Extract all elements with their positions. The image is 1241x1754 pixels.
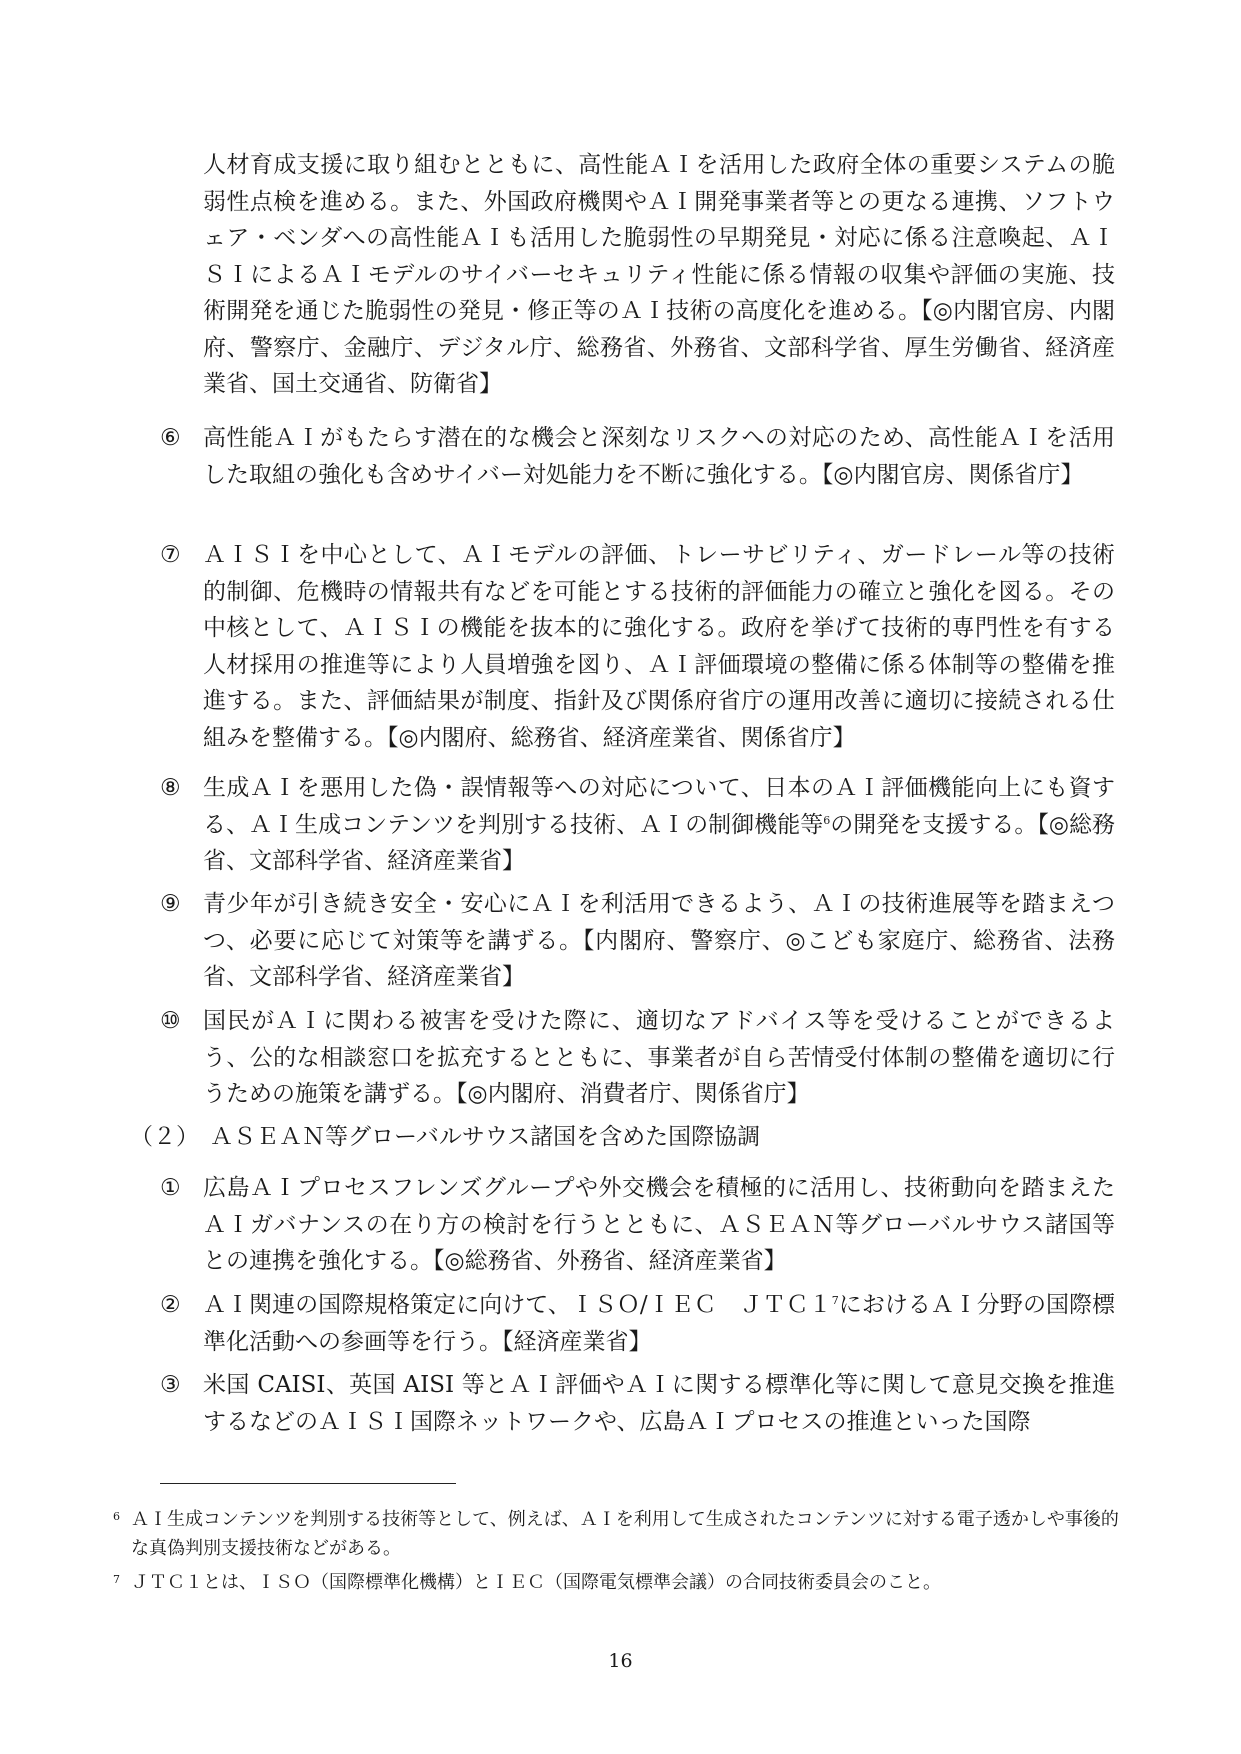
- section-heading: [130, 1119, 1115, 1156]
- continuation-paragraph: 人材育成支援に取り組むとともに、高性能ＡＩを活用した政府全体の重要システムの脆弱性点検を進める。また、外国政府機関やＡＩ開発事業者等との更なる連携、ソフトウェア・ベンダへの高性能ＡＩも活用した脆弱性の早期発見・対応に係る注意喚起、ＡＩＳＩによるＡＩモデルのサイバーセキュリティ性能に係る情報の収集や評価の実施、技術開発を通じた脆弱性の発見・修正等のＡＩ技術の高度化を進める。【◎内閣官房、内閣府、警察庁、金融庁、デジタル庁、総務省、外務省、文部科学省、厚生労働省、経済産業省、国土交通省、防衛省】: [203, 152, 1115, 397]
- item-text-part: におけるＡＩ分野の国際標準化活動への参画等を行う。【経済産業省】: [203, 1292, 1115, 1355]
- footnote-mark: 7: [113, 1573, 120, 1586]
- page-number: 16: [608, 1650, 633, 1672]
- footnote-ref-6[interactable]: 6: [823, 813, 831, 827]
- item-number: ⑦: [160, 542, 181, 568]
- footnote-text: ＡＩ生成コンテンツを判別する技術等として、例えば、ＡＩを利用して生成されたコンテンツに対する電子透かしや事後的な真偽判別支援技術などがある。: [131, 1509, 1119, 1559]
- item-text-part: 生成ＡＩを悪用した偽・誤情報等への対応について、日本のＡＩ評価機能向上にも資する、ＡＩ生成コンテンツを判別する技術、ＡＩの制御機能等: [203, 775, 1115, 838]
- item-text: 広島ＡＩプロセスフレンズグループや外交機会を積極的に活用し、技術動向を踏まえたＡＩガバナンスの在り方の検討を行うとともに、ＡＳＥＡＮ等グローバルサウス諸国等との連携を強化する。【◎総務省、外務省、経済産業省】: [203, 1175, 1115, 1274]
- item-text: ＡＩＳＩを中心として、ＡＩモデルの評価、トレーサビリティ、ガードレール等の技術的制御、危機時の情報共有などを可能とする技術的評価能力の確立と強化を図る。その中核として、ＡＩＳＩの機能を抜本的に強化する。政府を挙げて技術的専門性を有する人材採用の推進等により人員増強を図り、ＡＩ評価環境の整備に係る体制等の整備を推進する。また、評価結果が制度、指針及び関係府省庁の運用改善に適切に接続される仕組みを整備する。【◎内閣府、総務省、経済産業省、関係省庁】: [203, 542, 1115, 751]
- item-number: ②: [160, 1292, 181, 1318]
- item-number: ③: [160, 1372, 181, 1398]
- item-text: 高性能ＡＩがもたらす潜在的な機会と深刻なリスクへの対応のため、高性能ＡＩを活用した取組の強化も含めサイバー対処能力を不断に強化する。【◎内閣官房、関係省庁】: [203, 425, 1115, 488]
- item-number: ⑧: [160, 775, 181, 801]
- item-text: 国民がＡＩに関わる被害を受けた際に、適切なアドバイス等を受けることができるよう、公的な相談窓口を拡充するとともに、事業者が自ら苦情受付体制の整備を適切に行うための施策を講ずる。【◎内閣府、消費者庁、関係省庁】: [203, 1008, 1115, 1107]
- item-number: ⑩: [160, 1008, 181, 1034]
- footnote-mark: 6: [113, 1510, 120, 1523]
- item-number: ⑨: [160, 891, 181, 917]
- item-text-part: ＡＩ関連の国際規格策定に向けて、ＩＳＯ/ＩＥＣ ＪＴＣ１: [203, 1292, 832, 1318]
- section-title: ＡＳＥＡＮ等グローバルサウス諸国を含めた国際協調: [210, 1124, 761, 1150]
- footnote-divider: [160, 1483, 456, 1484]
- item-number: ①: [160, 1175, 181, 1201]
- item-text: [203, 770, 1115, 880]
- item-text-part: の開発を支援する。【◎総務省、文部科学省、経済産業省】: [203, 811, 1115, 874]
- item-text: [203, 1287, 1115, 1360]
- footnote-ref-7[interactable]: 7: [831, 1294, 839, 1307]
- item-text: 青少年が引き続き安全・安心にＡＩを利活用できるよう、ＡＩの技術進展等を踏まえつつ、必要に応じて対策等を講ずる。【内閣府、警察庁、◎こども家庭庁、総務省、法務省、文部科学省、経済産業省】: [203, 891, 1115, 990]
- footnote-text: ＪＴＣ１とは、ＩＳＯ（国際標準化機構）とＩＥＣ（国際電気標準会議）の合同技術委員会のこと。: [131, 1572, 941, 1593]
- item-text: 米国 CAISI、英国 AISI 等とＡＩ評価やＡＩに関する標準化等に関して意見交換を推進するなどのＡＩＳＩ国際ネットワークや、広島ＡＩプロセスの推進といった国際: [203, 1372, 1115, 1435]
- item-number: ⑥: [160, 425, 181, 451]
- section-number: （２）: [130, 1124, 199, 1150]
